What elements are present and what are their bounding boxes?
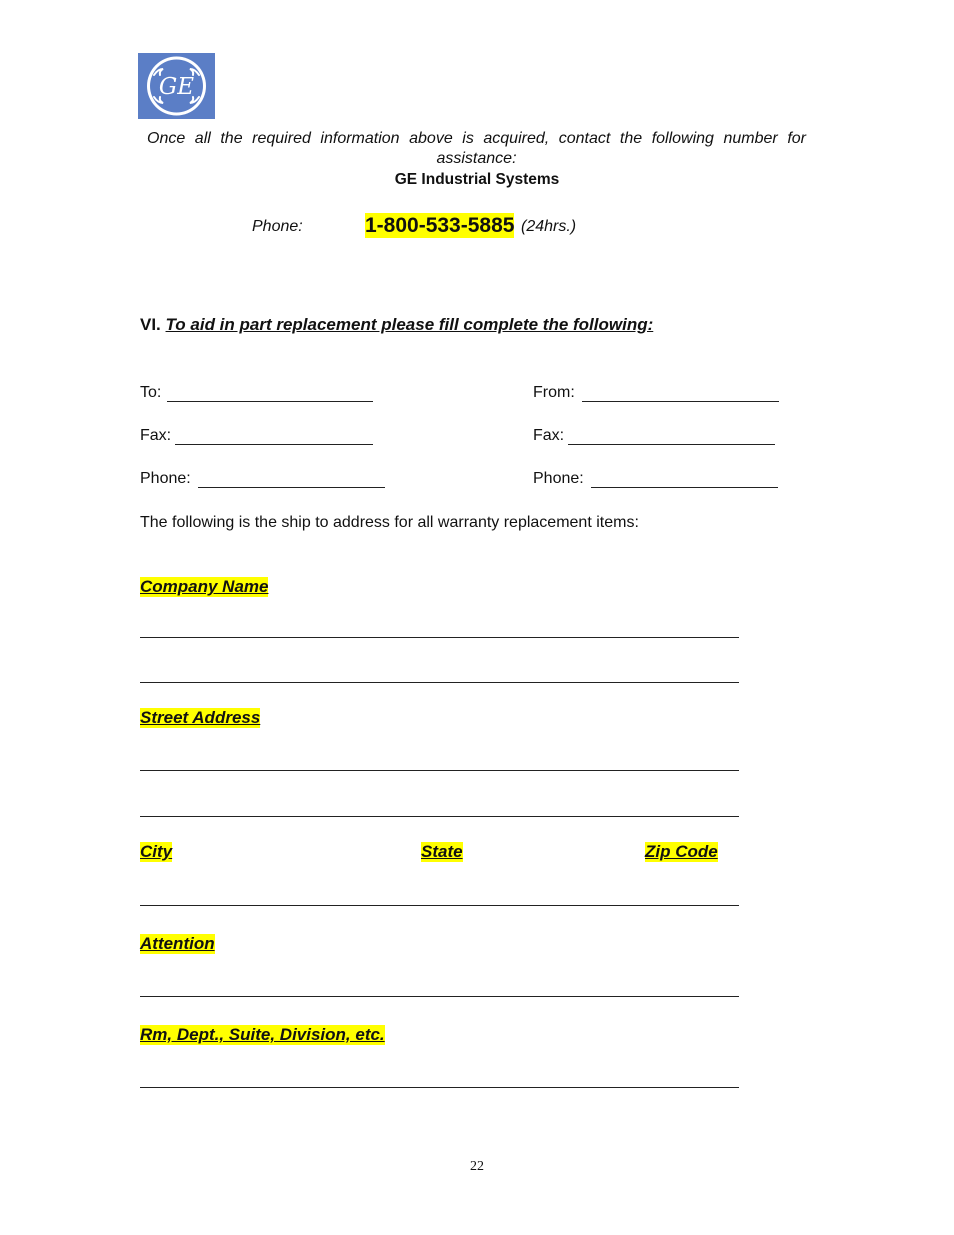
fax-label-right: Fax: xyxy=(533,427,565,444)
ge-logo xyxy=(138,53,215,119)
from-label: From: xyxy=(533,384,575,401)
from-fill-line xyxy=(582,401,779,402)
city-state-zip-line xyxy=(140,905,739,906)
phone-fill-line-left xyxy=(198,487,385,488)
phone-label-left: Phone: xyxy=(140,470,191,487)
company-name-heading: GE Industrial Systems xyxy=(394,171,560,188)
section-number: VI. xyxy=(140,315,161,334)
to-fill-line xyxy=(167,401,373,402)
fax-fill-line-left xyxy=(175,444,373,445)
to-label: To: xyxy=(140,384,162,401)
state-label: State xyxy=(421,842,463,861)
street-address-line-2 xyxy=(140,816,739,817)
room-dept-line xyxy=(140,1087,739,1088)
zip-code-label: Zip Code xyxy=(645,842,718,861)
support-phone-number: 1-800-533-5885 xyxy=(365,214,515,237)
section-title: To aid in part replacement please fill complete the following: xyxy=(165,315,654,334)
phone-hours: (24hrs.) xyxy=(521,218,577,235)
fax-label-left: Fax: xyxy=(140,427,172,444)
street-address-label: Street Address xyxy=(140,708,261,727)
company-name-label: Company Name xyxy=(140,577,269,596)
attention-label: Attention xyxy=(140,934,215,953)
phone-label-right: Phone: xyxy=(533,470,584,487)
room-dept-label: Rm, Dept., Suite, Division, etc. xyxy=(140,1025,385,1044)
fax-fill-line-right xyxy=(568,444,775,445)
company-name-line-1 xyxy=(140,637,739,638)
attention-line xyxy=(140,996,739,997)
company-name-line-2 xyxy=(140,682,739,683)
phone-fill-line-right xyxy=(591,487,778,488)
ship-to-note: The following is the ship to address for all warranty replacement items: xyxy=(140,514,639,531)
page-number: 22 xyxy=(470,1159,484,1174)
section-heading xyxy=(140,315,653,335)
logo-monogram: GE xyxy=(158,74,195,100)
street-address-line-1 xyxy=(140,770,739,771)
city-label: City xyxy=(140,842,173,861)
phone-label: Phone: xyxy=(252,218,303,235)
assistance-instructions: Once all the required information above is acquired, contact the following number for assistance: xyxy=(147,130,806,167)
